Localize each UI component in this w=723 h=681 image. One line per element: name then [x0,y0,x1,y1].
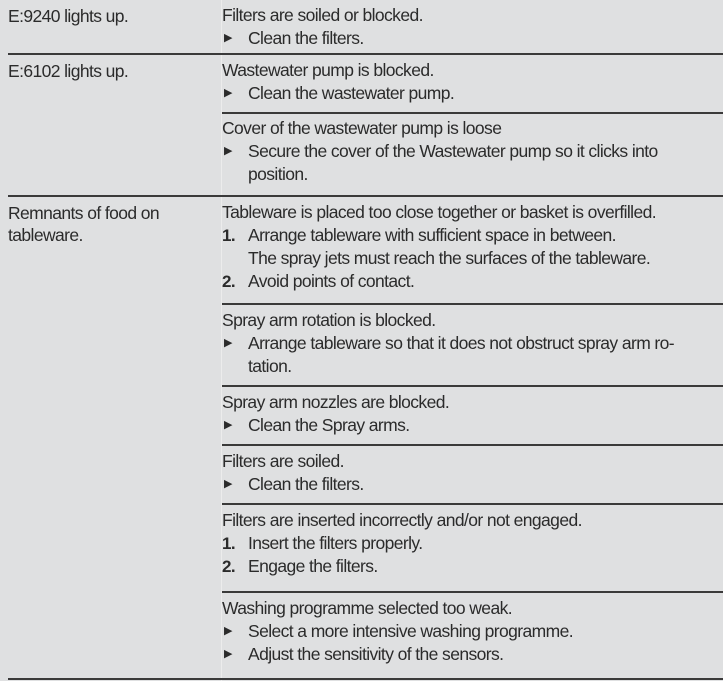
remedy-text: Clean the Spray arms. [248,415,410,435]
remedy-text: Clean the filters. [248,474,364,494]
bullet-arrow-icon: ▶ [224,32,232,44]
remedy-step [222,224,723,247]
step-number: 1. [222,534,235,553]
remedy-step [222,82,723,105]
remedy-text: Secure the cover of the Wastewater pump so it clicks into [248,141,658,161]
step-number: 2. [222,557,235,576]
remedy-step [222,620,723,643]
cause-text: Cover of the wastewater pump is loose [222,118,502,138]
remedy-continuation: position. [248,164,308,184]
cause-text: Wastewater pump is blocked. [222,60,434,80]
cause-text: Tableware is placed too close together or basket is overfilled. [222,202,656,222]
remedy-text: Adjust the sensitivity of the sensors. [248,644,504,664]
remedy-text: Arrange tableware so that it does not obstruct spray arm ro- [248,333,675,353]
remedy-continuation: The spray jets must reach the surfaces of the tableware. [248,248,651,268]
remedy-step [222,270,723,293]
fault-label: E:6102 lights up. [8,61,129,81]
cause-text: Spray arm nozzles are blocked. [222,392,450,412]
remedy-step [222,140,723,163]
cause-block [222,309,723,387]
fault-row [8,55,723,197]
remedy-text: Clean the filters. [248,28,364,48]
remedy-text: Clean the wastewater pump. [248,83,455,103]
cause-block [222,59,723,114]
remedy-step [222,473,723,496]
cause-text: Filters are soiled or blocked. [222,5,423,25]
remedy-text: Select a more intensive washing programme. [248,621,573,641]
remedy-step [222,555,723,578]
bullet-arrow-icon: ▶ [224,87,232,99]
fault-label-line: Remnants of food on [8,203,160,223]
remedy-text: Engage the filters. [248,556,378,576]
bullet-arrow-icon: ▶ [224,478,232,490]
cause-text: Filters are soiled. [222,451,344,471]
fault-row [8,0,723,55]
cause-text: Filters are inserted incorrectly and/or not engaged. [222,510,582,530]
remedy-text: Avoid points of contact. [248,271,415,291]
fault-row [8,197,723,680]
fault-label: E:9240 lights up. [8,6,129,26]
cause-block [222,4,723,50]
step-number: 2. [222,272,235,291]
cause-text: Washing programme selected too weak. [222,598,512,618]
fault-label [8,197,213,246]
cause-block [222,391,723,446]
remedy-text: Arrange tableware with sufficient space in between. [248,225,616,245]
remedy-continuation: tation. [248,356,292,376]
cause-text: Spray arm rotation is blocked. [222,310,436,330]
bullet-arrow-icon: ▶ [224,145,232,157]
step-number: 1. [222,226,235,245]
bullet-arrow-icon: ▶ [224,625,232,637]
cause-block [222,201,723,305]
fault-label-line: tableware. [8,225,83,245]
cause-block [222,450,723,505]
remedy-step [222,27,723,50]
remedy-step [222,332,723,355]
remedy-text: Insert the filters properly. [248,533,423,553]
cause-block [222,597,723,666]
bullet-arrow-icon: ▶ [224,337,232,349]
remedy-step [222,532,723,555]
cause-block [222,509,723,593]
remedy-step [222,414,723,437]
bullet-arrow-icon: ▶ [224,419,232,431]
bullet-arrow-icon: ▶ [224,648,232,660]
cause-block [222,117,723,186]
remedy-step [222,643,723,666]
